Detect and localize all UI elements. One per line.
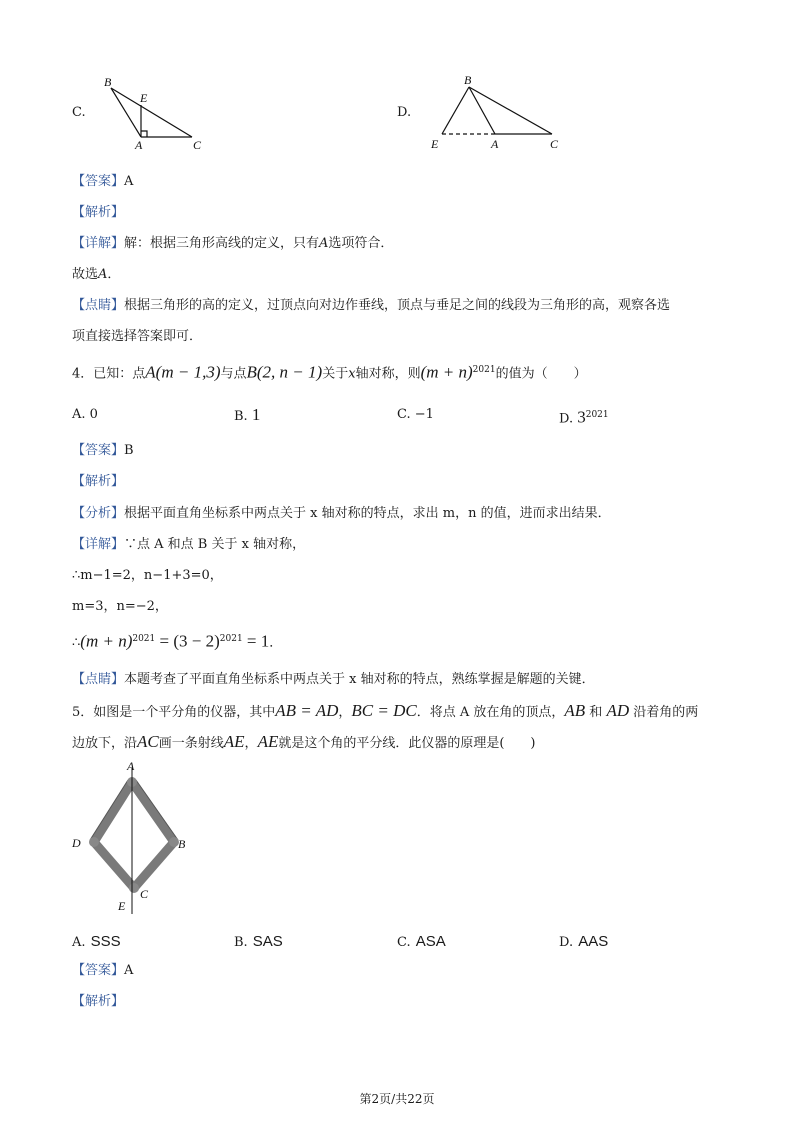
q5-option-a[interactable] bbox=[72, 931, 121, 950]
q4-expr: (m + n) bbox=[420, 362, 473, 382]
q5-line1-pre: 5．如图是一个平分角的仪器，其中 bbox=[72, 705, 276, 720]
option-value: ASA bbox=[415, 933, 446, 950]
q4-option-d[interactable] bbox=[559, 406, 609, 428]
q5-sep1: ， bbox=[338, 705, 352, 720]
detail-var: A bbox=[319, 236, 329, 251]
detail-tag: 【详解】 bbox=[72, 537, 125, 552]
q4-axis-var: x bbox=[348, 366, 356, 382]
fig-c-label-b: B bbox=[104, 75, 112, 89]
answer-tag: 【答案】 bbox=[72, 443, 125, 458]
step3-rhs: = 1 bbox=[242, 631, 270, 651]
q4-stem-mid2: 关于 bbox=[322, 366, 349, 382]
q5-line2-post: 就是这个角的平分线．此仪器的原理是( ) bbox=[278, 736, 536, 751]
q4-stem-pre: 4．已知：点 bbox=[72, 366, 146, 382]
option-value: SSS bbox=[90, 933, 121, 950]
q4-step3 bbox=[72, 630, 282, 652]
fig-d-label-a: A bbox=[491, 137, 499, 151]
detail-text-end: 选项符合． bbox=[328, 236, 394, 251]
q5-line2-mid2: ， bbox=[244, 736, 258, 751]
option-label: A. bbox=[72, 407, 86, 422]
q3-detail bbox=[72, 235, 393, 253]
q5-line1-end: 沿着角的两 bbox=[633, 705, 699, 720]
fig5-label-b: B bbox=[178, 837, 186, 851]
q4-option-a[interactable] bbox=[72, 406, 98, 424]
option-value: −1 bbox=[414, 407, 434, 422]
step3-mid-exp: 2021 bbox=[219, 634, 243, 644]
q4-answer bbox=[72, 442, 134, 460]
answer-value: B bbox=[124, 443, 134, 458]
fig5-label-e: E bbox=[118, 899, 126, 913]
q4-step2: m=3，n=−2， bbox=[72, 599, 168, 614]
fig5-label-d: D bbox=[72, 836, 81, 850]
triangle-figure-c bbox=[100, 72, 220, 152]
detail-tag: 【详解】 bbox=[72, 236, 125, 251]
option-label: D. bbox=[559, 935, 574, 950]
detail-text: 解：根据三角形高线的定义，只有 bbox=[124, 236, 320, 251]
q3-comment-line2: 项直接选择答案即可． bbox=[72, 329, 203, 344]
q3-analysis-tag: 【解析】 bbox=[72, 205, 125, 220]
fig5-label-c: C bbox=[140, 887, 149, 901]
option-exp: 2021 bbox=[585, 410, 609, 420]
comment-tag: 【点睛】 bbox=[72, 298, 125, 313]
q5-line2-pre: 边放下，沿 bbox=[72, 736, 138, 751]
q4-stem-mid3: 轴对称，则 bbox=[355, 366, 421, 382]
option-value: 0 bbox=[89, 407, 98, 422]
fig-c-label-c: C bbox=[193, 138, 202, 152]
option-label: D. bbox=[559, 411, 574, 427]
detail-text: ∵点 A 和点 B 关于 x 轴对称， bbox=[124, 537, 306, 552]
analysis2-text: 根据平面直角坐标系中两点关于 x 轴对称的特点，求出 m，n 的值，进而求出结果． bbox=[124, 506, 611, 521]
q5-ae: AE bbox=[223, 732, 245, 751]
q4-point-b: B(2, n − 1) bbox=[246, 362, 323, 382]
q4-step1: ∴m−1=2，n−1+3=0， bbox=[72, 568, 223, 583]
angle-bisector-instrument-figure bbox=[64, 758, 204, 918]
option-value: 3 bbox=[577, 407, 586, 427]
option-label: B. bbox=[234, 935, 248, 950]
step3-mid: = (3 − 2) bbox=[155, 631, 220, 651]
choose-end: ． bbox=[107, 267, 121, 282]
q4-analysis2 bbox=[72, 505, 611, 523]
q5-stem-line1 bbox=[72, 702, 698, 722]
option-value: AAS bbox=[578, 933, 609, 950]
q5-ab: AB bbox=[564, 701, 586, 720]
option-label: B. bbox=[234, 409, 248, 424]
fig-d-label-b: B bbox=[464, 73, 472, 87]
q5-stem-line2 bbox=[72, 733, 536, 753]
q3-answer bbox=[72, 173, 133, 191]
q5-eq2: BC = DC bbox=[351, 701, 417, 720]
answer-tag: 【答案】 bbox=[72, 963, 125, 978]
triangle-figure-d bbox=[428, 72, 578, 152]
q5-option-d[interactable] bbox=[559, 931, 608, 950]
q4-stem-mid1: 与点 bbox=[220, 366, 247, 382]
answer-value: A bbox=[124, 174, 134, 189]
analysis2-tag: 【分析】 bbox=[72, 506, 125, 521]
q5-option-c[interactable] bbox=[397, 931, 446, 950]
q3-choose bbox=[72, 266, 120, 284]
q5-answer bbox=[72, 962, 133, 980]
q4-comment bbox=[72, 671, 595, 689]
fig-d-label-c: C bbox=[550, 137, 559, 151]
option-label: C. bbox=[397, 407, 411, 422]
page-number: 第2页/共22页 bbox=[359, 1092, 435, 1106]
step3-pre: ∴ bbox=[72, 635, 81, 651]
comment-tag: 【点睛】 bbox=[72, 672, 125, 687]
fig-d-label-e: E bbox=[431, 137, 439, 151]
step3-lhs: (m + n) bbox=[80, 631, 133, 651]
answer-value: A bbox=[124, 963, 134, 978]
q5-ac: AC bbox=[137, 732, 159, 751]
q4-point-a: A(m − 1,3) bbox=[145, 362, 221, 382]
q5-eq1: AB = AD bbox=[275, 701, 339, 720]
option-label: A. bbox=[72, 935, 86, 950]
q3-comment-line1 bbox=[72, 297, 670, 315]
q5-line2-mid1: 画一条射线 bbox=[158, 736, 224, 751]
q5-line1-post: ．将点 A 放在角的顶点， bbox=[416, 705, 565, 720]
comment-text: 根据三角形的高的定义，过顶点向对边作垂线，顶点与垂足之间的线段为三角形的高，观察各选 bbox=[124, 298, 671, 313]
q4-stem bbox=[72, 361, 587, 383]
q5-analysis-tag: 【解析】 bbox=[72, 994, 125, 1009]
fig-c-label-e: E bbox=[140, 91, 148, 105]
q4-analysis-tag: 【解析】 bbox=[72, 474, 125, 489]
option-label: C. bbox=[397, 935, 411, 950]
choose-var: A bbox=[98, 267, 108, 282]
option-value: 1 bbox=[251, 405, 261, 424]
option-c-label: C. bbox=[72, 105, 86, 120]
fig5-label-a: A bbox=[127, 759, 135, 773]
q4-option-c[interactable] bbox=[397, 406, 434, 424]
q4-option-b[interactable] bbox=[234, 406, 260, 426]
answer-tag: 【答案】 bbox=[72, 174, 125, 189]
option-d-label: D. bbox=[397, 105, 412, 120]
step3-post: ． bbox=[269, 635, 283, 651]
q5-option-b[interactable] bbox=[234, 931, 283, 950]
q5-ad: AD bbox=[606, 701, 630, 720]
q4-expr-exp: 2021 bbox=[472, 365, 496, 375]
choose-text: 故选 bbox=[72, 267, 99, 282]
q4-stem-post: 的值为（ ） bbox=[495, 366, 587, 382]
fig-c-label-a: A bbox=[135, 138, 143, 152]
q5-ae2: AE bbox=[257, 732, 279, 751]
q4-detail bbox=[72, 536, 305, 554]
q5-and: 和 bbox=[589, 705, 603, 720]
comment-text: 本题考查了平面直角坐标系中两点关于 x 轴对称的特点，熟练掌握是解题的关键． bbox=[124, 672, 595, 687]
option-value: SAS bbox=[252, 933, 283, 950]
step3-lhs-exp: 2021 bbox=[132, 634, 156, 644]
